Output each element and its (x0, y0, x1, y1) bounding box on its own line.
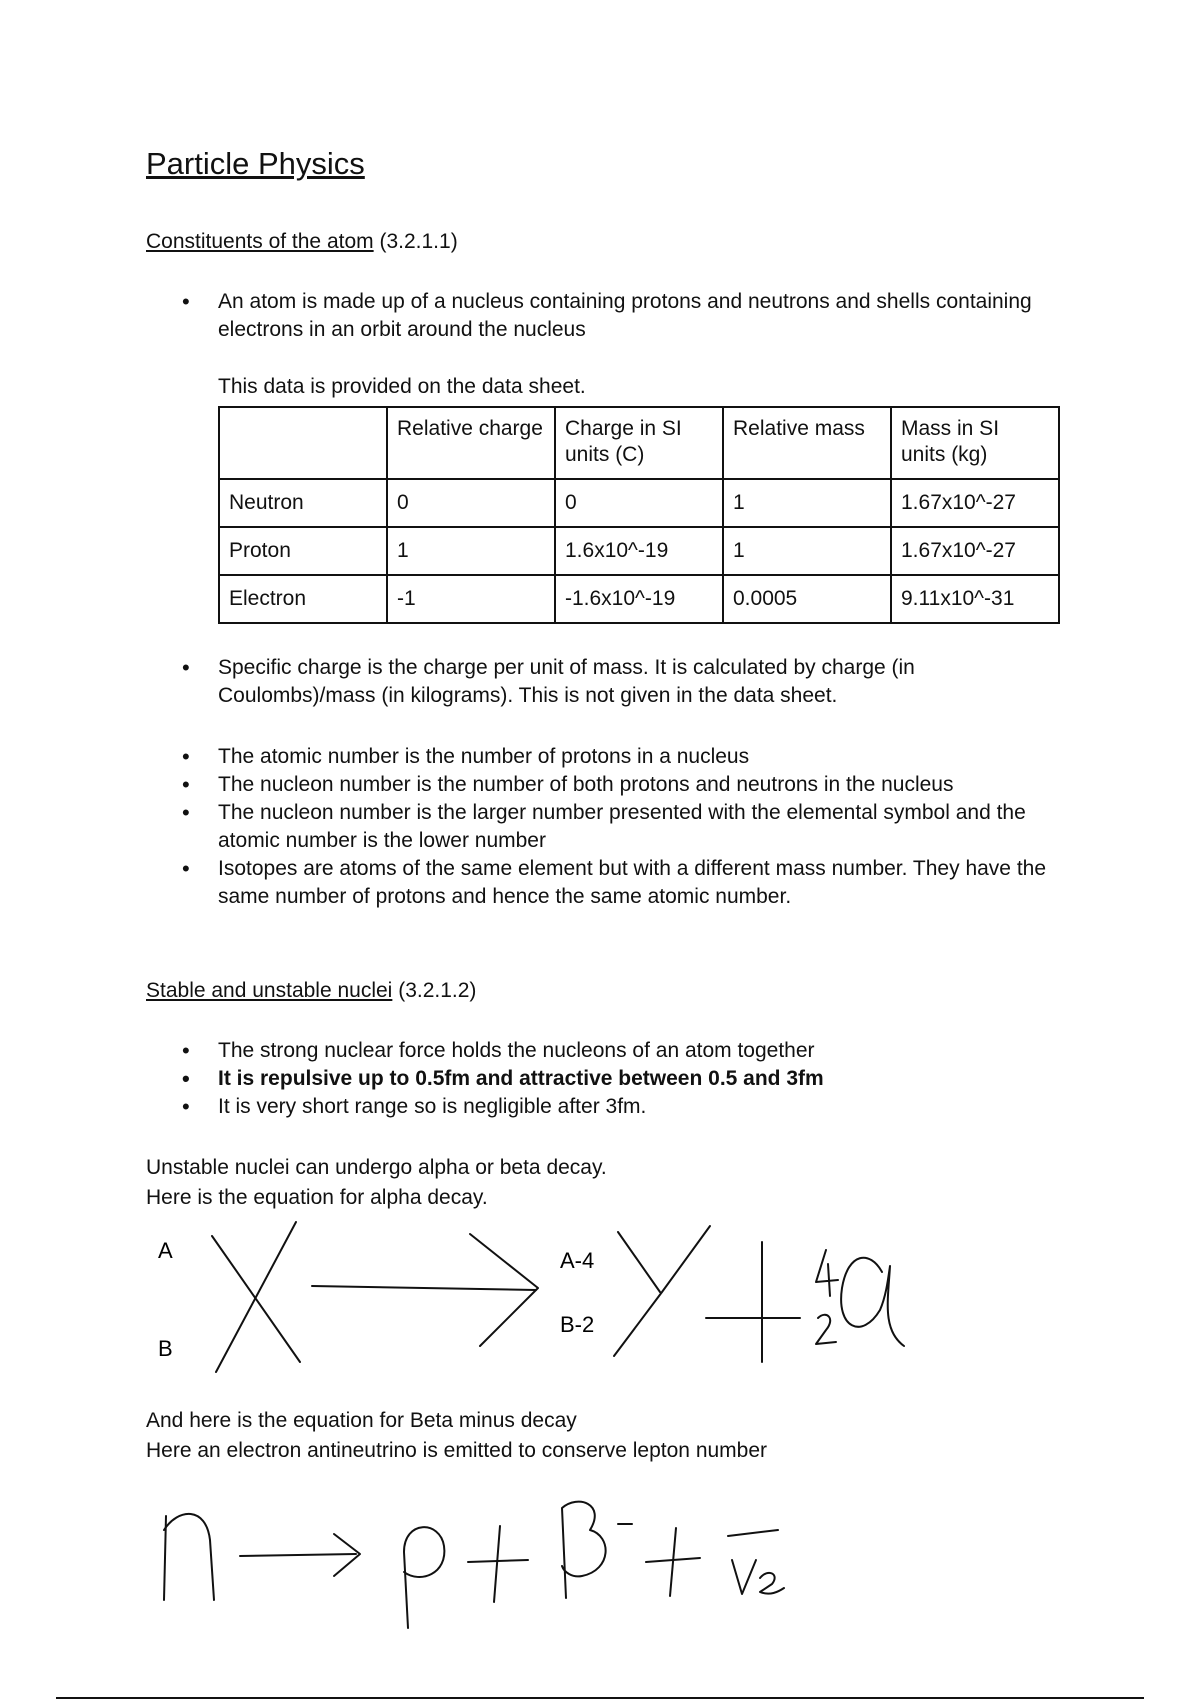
table-cell: 1.67x10^-27 (891, 527, 1059, 575)
page-title: Particle Physics (146, 146, 365, 181)
beta-symbol (562, 1502, 606, 1598)
atomic-number-b: B (158, 1336, 173, 1361)
table-cell: 1.6x10^-19 (555, 527, 723, 575)
plus-2-vertical (670, 1528, 676, 1596)
table-cell: 0 (555, 479, 723, 527)
list-item: • Specific charge is the charge per unit of mass. It is calculated by charge (in Coulombs)/mass (in kilograms). This is not given in the data sheet. (146, 654, 1066, 710)
table-cell: -1 (387, 575, 555, 623)
table-header-cell: Relative mass (723, 407, 891, 479)
mass-number-a: A (158, 1238, 173, 1263)
n-stroke-2 (164, 1514, 214, 1600)
plus-1-vertical (494, 1526, 500, 1602)
nu-symbol (732, 1560, 756, 1594)
table-header-cell: Relative charge (387, 407, 555, 479)
section-heading-text: Stable and unstable nuclei (146, 979, 393, 1002)
beta-arrow-shaft (240, 1554, 356, 1556)
table-header-cell: Charge in SI units (C) (555, 407, 723, 479)
nu-bar (728, 1530, 778, 1536)
section-heading-text: Constituents of the atom (146, 230, 374, 253)
list-item: • The nucleon number is the number of both protons and neutrons in the nucleus (146, 771, 1066, 799)
table-cell: 1.67x10^-27 (891, 479, 1059, 527)
table-cell: 1 (387, 527, 555, 575)
page-bottom-rule (56, 1697, 1144, 1699)
section-code: (3.2.1.1) (379, 230, 458, 253)
list-item: • An atom is made up of a nucleus containing protons and neutrons and shells containing electrons in an orbit around the nucleus (146, 288, 1066, 344)
table-cell: 0.0005 (723, 575, 891, 623)
table-cell: Proton (219, 527, 387, 575)
list-item: • Isotopes are atoms of the same element but with a different mass number. They have the same number of protons and hence the same atomic number. (146, 855, 1066, 911)
section-code: (3.2.1.2) (398, 979, 477, 1002)
alpha-line-1: Unstable nuclei can undergo alpha or beta decay. (146, 1156, 607, 1179)
list-item: • The atomic number is the number of protons in a nucleus (146, 743, 1066, 771)
list-item: • It is repulsive up to 0.5fm and attractive between 0.5 and 3fm (146, 1065, 1066, 1093)
list-item: • It is very short range so is negligible after 3fm. (146, 1093, 1066, 1121)
alpha-line-2: Here is the equation for alpha decay. (146, 1186, 488, 1209)
table-cell: Electron (219, 575, 387, 623)
table-cell: 1 (723, 527, 891, 575)
beta-line-2: Here an electron antineutrino is emitted to conserve lepton number (146, 1439, 768, 1462)
atomic-number-b-minus-2: B-2 (560, 1312, 595, 1337)
mass-number-a-minus-4: A-4 (560, 1248, 595, 1273)
table-header-cell: Mass in SI units (kg) (891, 407, 1059, 479)
p-symbol (404, 1527, 444, 1628)
list-item: • The nucleon number is the larger number presented with the elemental symbol and the atomic number is the lower number (146, 799, 1066, 855)
table-cell: -1.6x10^-19 (555, 575, 723, 623)
table-cell: 9.11x10^-31 (891, 575, 1059, 623)
table-cell: 0 (387, 479, 555, 527)
table-caption: This data is provided on the data sheet. (218, 375, 586, 398)
list-item: • The strong nuclear force holds the nucleons of an atom together (146, 1037, 1066, 1065)
nu-subscript-e (760, 1573, 784, 1594)
beta-line-1: And here is the equation for Beta minus decay (146, 1409, 577, 1432)
table-cell: Neutron (219, 479, 387, 527)
table-cell: 1 (723, 479, 891, 527)
